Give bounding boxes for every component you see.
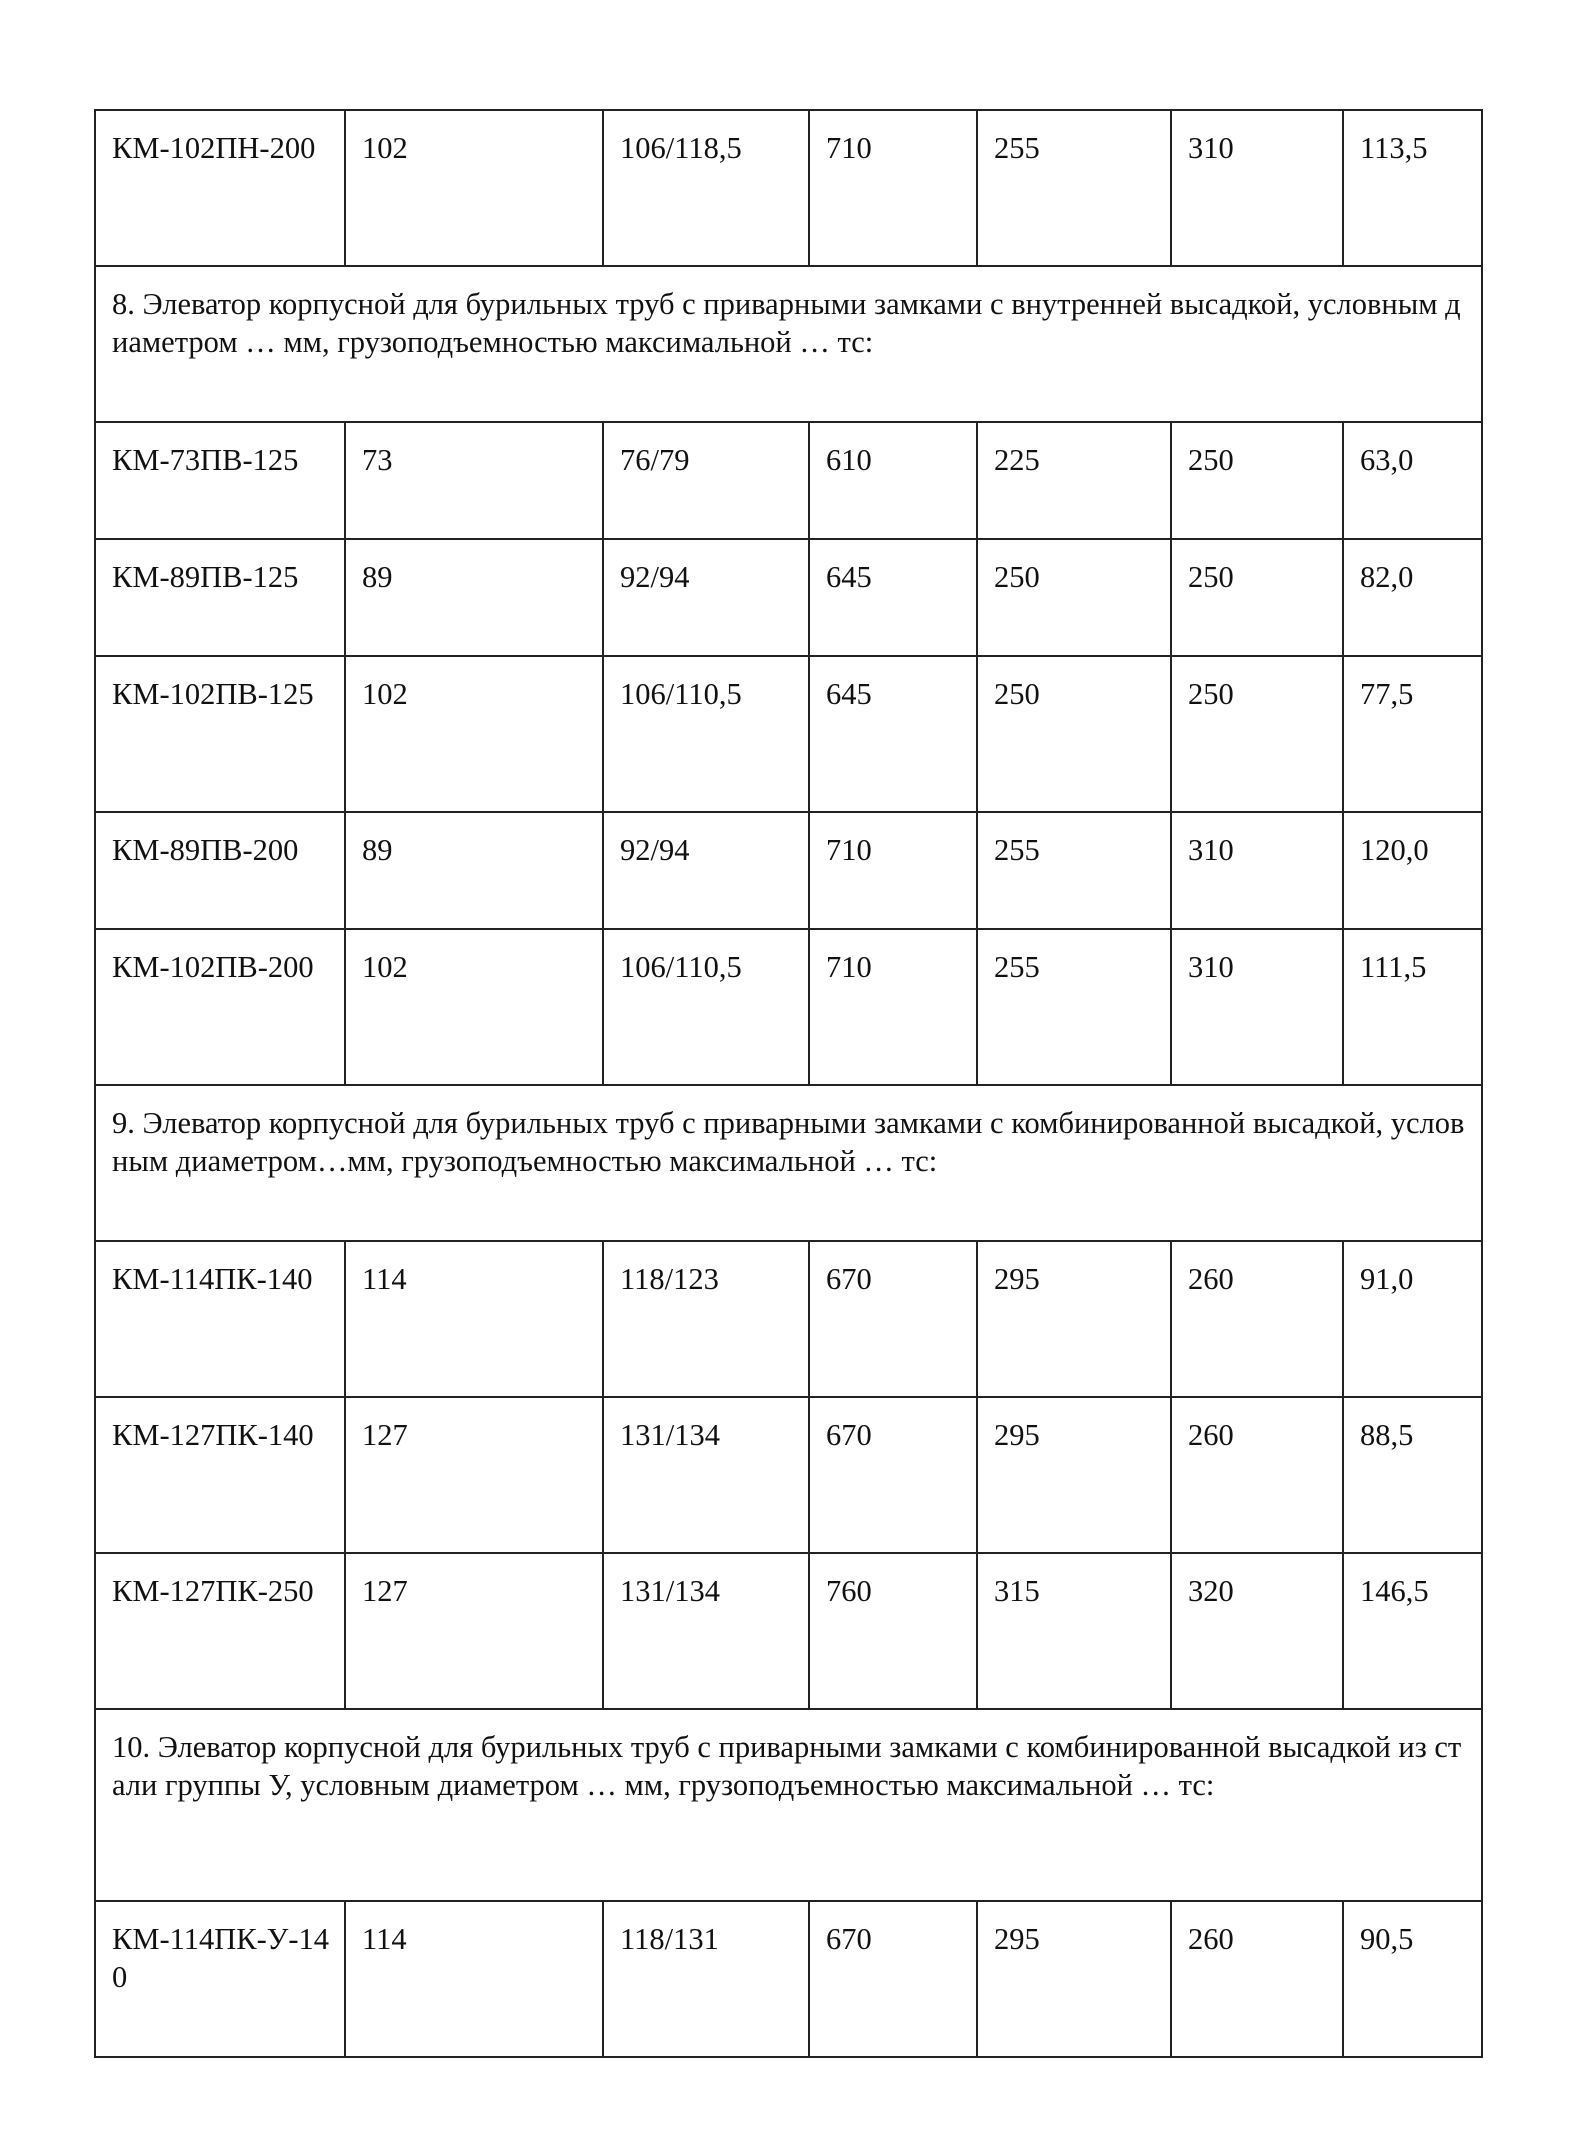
section-row bbox=[95, 1709, 1482, 1901]
table-cell: 225 bbox=[977, 422, 1171, 539]
model-cell: КМ-127ПК-250 bbox=[95, 1553, 345, 1709]
table-cell: 118/131 bbox=[603, 1901, 809, 2057]
table-cell: 91,0 bbox=[1343, 1241, 1482, 1397]
model-cell: КМ-102ПВ-200 bbox=[95, 929, 345, 1085]
table-cell: 295 bbox=[977, 1241, 1171, 1397]
table-cell: 76/79 bbox=[603, 422, 809, 539]
table-cell: 63,0 bbox=[1343, 422, 1482, 539]
model-cell: КМ-127ПК-140 bbox=[95, 1397, 345, 1553]
section-row bbox=[95, 1085, 1482, 1241]
table-cell: 92/94 bbox=[603, 812, 809, 929]
table-cell: 710 bbox=[809, 110, 977, 266]
section-heading: 10. Элеватор корпусной для бурильных труб с приварными замками с комбинированной высадкой из стали группы У, условным диаметром … мм, грузоподъемностью максимальной … тс: bbox=[95, 1709, 1482, 1901]
table-row bbox=[95, 1241, 1482, 1397]
table-cell: 82,0 bbox=[1343, 539, 1482, 656]
table-cell: 102 bbox=[345, 656, 603, 812]
table-cell: 645 bbox=[809, 539, 977, 656]
table-cell: 760 bbox=[809, 1553, 977, 1709]
table-cell: 102 bbox=[345, 929, 603, 1085]
model-cell: КМ-114ПК-У-140 bbox=[95, 1901, 345, 2057]
table-cell: 255 bbox=[977, 110, 1171, 266]
table-cell: 89 bbox=[345, 539, 603, 656]
table-cell: 77,5 bbox=[1343, 656, 1482, 812]
table-cell: 73 bbox=[345, 422, 603, 539]
table-cell: 250 bbox=[1171, 539, 1343, 656]
table-cell: 310 bbox=[1171, 812, 1343, 929]
table-cell: 90,5 bbox=[1343, 1901, 1482, 2057]
table-cell: 670 bbox=[809, 1397, 977, 1553]
table-row bbox=[95, 812, 1482, 929]
table-cell: 250 bbox=[977, 539, 1171, 656]
table-cell: 710 bbox=[809, 812, 977, 929]
section-row bbox=[95, 266, 1482, 422]
table-row bbox=[95, 110, 1482, 266]
table-cell: 315 bbox=[977, 1553, 1171, 1709]
table-cell: 88,5 bbox=[1343, 1397, 1482, 1553]
table-row bbox=[95, 539, 1482, 656]
table-cell: 310 bbox=[1171, 110, 1343, 266]
table-cell: 320 bbox=[1171, 1553, 1343, 1709]
table-cell: 310 bbox=[1171, 929, 1343, 1085]
section-heading: 8. Элеватор корпусной для бурильных труб с приварными замками с внутренней высадкой, условным диаметром … мм, грузоподъемностью максимальной … тс: bbox=[95, 266, 1482, 422]
table-cell: 106/118,5 bbox=[603, 110, 809, 266]
model-cell: КМ-114ПК-140 bbox=[95, 1241, 345, 1397]
table-cell: 146,5 bbox=[1343, 1553, 1482, 1709]
table-cell: 295 bbox=[977, 1901, 1171, 2057]
table-cell: 250 bbox=[977, 656, 1171, 812]
table-cell: 106/110,5 bbox=[603, 929, 809, 1085]
table-cell: 120,0 bbox=[1343, 812, 1482, 929]
table-cell: 295 bbox=[977, 1397, 1171, 1553]
table-cell: 114 bbox=[345, 1241, 603, 1397]
model-cell: КМ-73ПВ-125 bbox=[95, 422, 345, 539]
table-cell: 255 bbox=[977, 929, 1171, 1085]
table-cell: 127 bbox=[345, 1397, 603, 1553]
table-cell: 260 bbox=[1171, 1901, 1343, 2057]
table-cell: 610 bbox=[809, 422, 977, 539]
table-cell: 89 bbox=[345, 812, 603, 929]
table-cell: 127 bbox=[345, 1553, 603, 1709]
model-cell: КМ-102ПВ-125 bbox=[95, 656, 345, 812]
table-cell: 131/134 bbox=[603, 1553, 809, 1709]
table-cell: 92/94 bbox=[603, 539, 809, 656]
table-cell: 111,5 bbox=[1343, 929, 1482, 1085]
table-cell: 131/134 bbox=[603, 1397, 809, 1553]
table-row bbox=[95, 1901, 1482, 2057]
table-row bbox=[95, 1397, 1482, 1553]
table-cell: 260 bbox=[1171, 1241, 1343, 1397]
table-cell: 250 bbox=[1171, 656, 1343, 812]
table-cell: 113,5 bbox=[1343, 110, 1482, 266]
table-row bbox=[95, 929, 1482, 1085]
table-row bbox=[95, 1553, 1482, 1709]
table-cell: 260 bbox=[1171, 1397, 1343, 1553]
section-heading: 9. Элеватор корпусной для бурильных труб с приварными замками с комбинированной высадкой, условным диаметром…мм, грузоподъемностью максимальной … тс: bbox=[95, 1085, 1482, 1241]
table-cell: 645 bbox=[809, 656, 977, 812]
table-cell: 670 bbox=[809, 1241, 977, 1397]
table-cell: 710 bbox=[809, 929, 977, 1085]
model-cell: КМ-89ПВ-200 bbox=[95, 812, 345, 929]
model-cell: КМ-89ПВ-125 bbox=[95, 539, 345, 656]
table-cell: 102 bbox=[345, 110, 603, 266]
table-cell: 106/110,5 bbox=[603, 656, 809, 812]
model-cell: КМ-102ПН-200 bbox=[95, 110, 345, 266]
table-cell: 670 bbox=[809, 1901, 977, 2057]
table-cell: 255 bbox=[977, 812, 1171, 929]
elevator-spec-table bbox=[94, 109, 1483, 2058]
table-row bbox=[95, 422, 1482, 539]
table-cell: 250 bbox=[1171, 422, 1343, 539]
table-cell: 114 bbox=[345, 1901, 603, 2057]
table-cell: 118/123 bbox=[603, 1241, 809, 1397]
table-row bbox=[95, 656, 1482, 812]
